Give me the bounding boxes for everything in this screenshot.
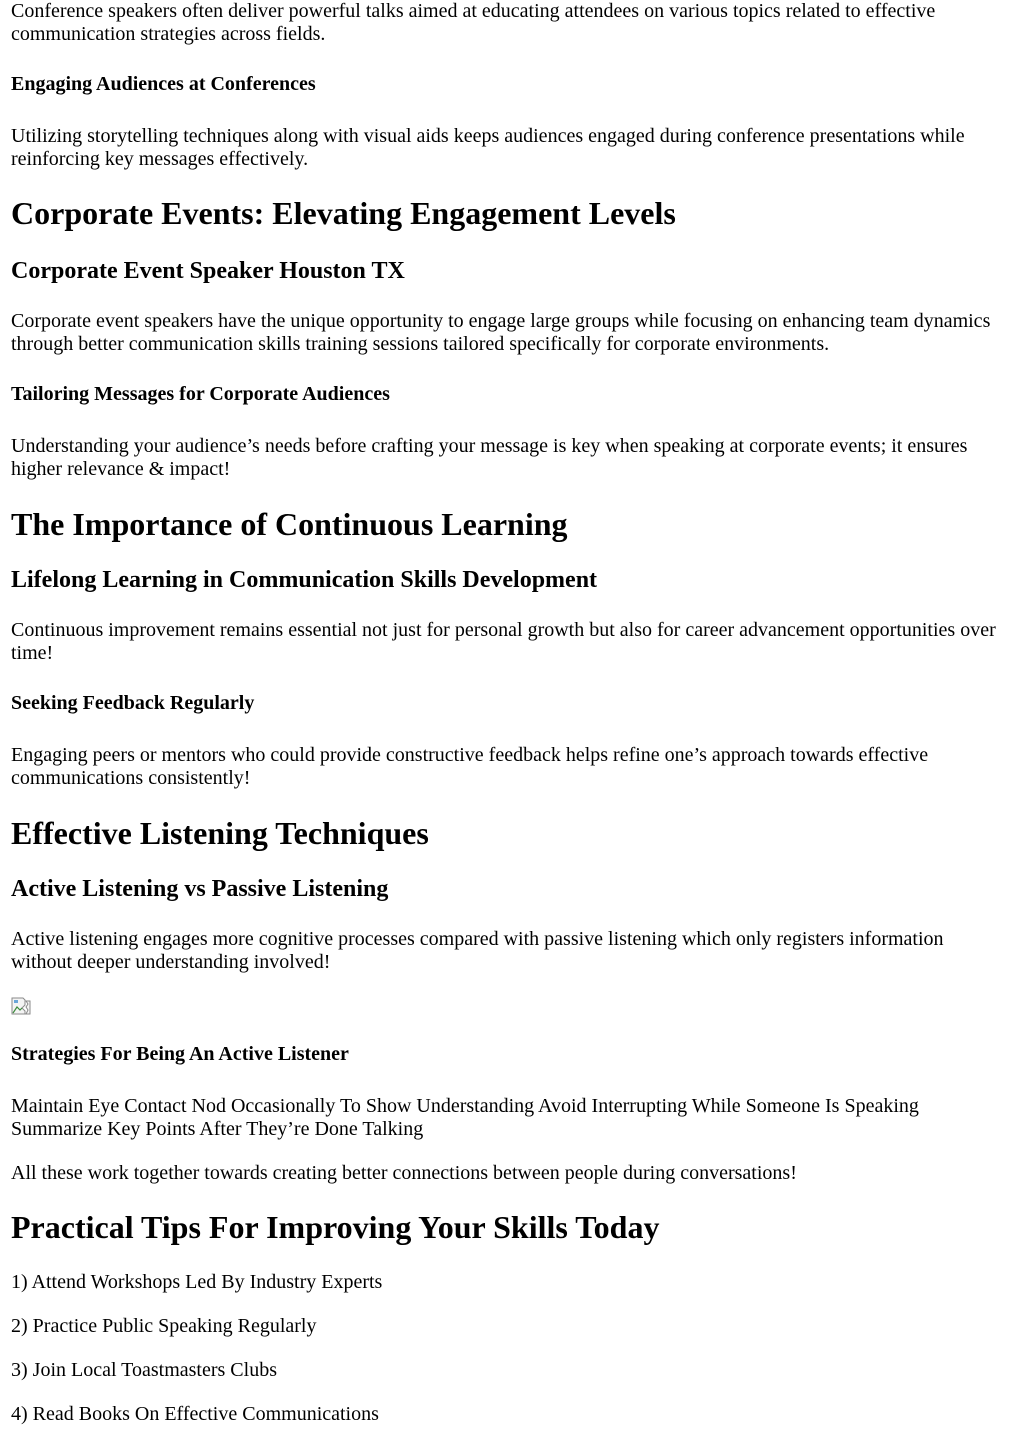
tips-section-heading: Practical Tips For Improving Your Skills Today	[11, 1209, 660, 1245]
tip-item: 1) Attend Workshops Led By Industry Experts	[11, 1271, 383, 1293]
corporate-section-heading: Corporate Events: Elevating Engagement Levels	[11, 195, 676, 231]
learning-section-heading: The Importance of Continuous Learning	[11, 506, 568, 542]
conferences-heading: Engaging Audiences at Conferences	[11, 73, 316, 95]
corporate-subheading: Corporate Event Speaker Houston TX	[11, 258, 405, 284]
intro-paragraph: Conference speakers often deliver powerful talks aimed at educating attendees on various topics related to effective communication strategies across fields.	[11, 0, 936, 45]
tip-item: 3) Join Local Toastmasters Clubs	[11, 1359, 277, 1381]
learning-minor-paragraph: Engaging peers or mentors who could provide constructive feedback helps refine one’s approach towards effective communications consistently!	[11, 744, 929, 789]
broken-image-icon	[11, 997, 31, 1015]
tip-item: 2) Practice Public Speaking Regularly	[11, 1315, 317, 1337]
listening-section-heading: Effective Listening Techniques	[11, 815, 429, 851]
tip-item: 4) Read Books On Effective Communications	[11, 1403, 379, 1425]
listening-closing-paragraph: All these work together towards creating better connections between people during conversations!	[11, 1162, 797, 1184]
listening-subheading: Active Listening vs Passive Listening	[11, 876, 389, 902]
listening-strategies-paragraph: Maintain Eye Contact Nod Occasionally To Show Understanding Avoid Interrupting While Someone Is Speaking Summarize Key Points After They’re Done Talking	[11, 1095, 919, 1140]
corporate-paragraph: Corporate event speakers have the unique opportunity to engage large groups while focusing on enhancing team dynamics through better communication skills training sessions tailored specifically for corporate environments.	[11, 310, 991, 355]
corporate-minor-paragraph: Understanding your audience’s needs before crafting your message is key when speaking at corporate events; it ensures higher relevance & impact!	[11, 435, 968, 480]
listening-paragraph: Active listening engages more cognitive processes compared with passive listening which only registers information without deeper understanding involved!	[11, 928, 944, 973]
conferences-paragraph: Utilizing storytelling techniques along with visual aids keeps audiences engaged during conference presentations while reinforcing key messages effectively.	[11, 125, 965, 170]
learning-minor-heading: Seeking Feedback Regularly	[11, 692, 255, 714]
learning-paragraph: Continuous improvement remains essential not just for personal growth but also for career advancement opportunities over time!	[11, 619, 996, 664]
learning-subheading: Lifelong Learning in Communication Skills Development	[11, 567, 598, 593]
corporate-minor-heading: Tailoring Messages for Corporate Audiences	[11, 383, 390, 405]
listening-minor-heading: Strategies For Being An Active Listener	[11, 1043, 349, 1065]
